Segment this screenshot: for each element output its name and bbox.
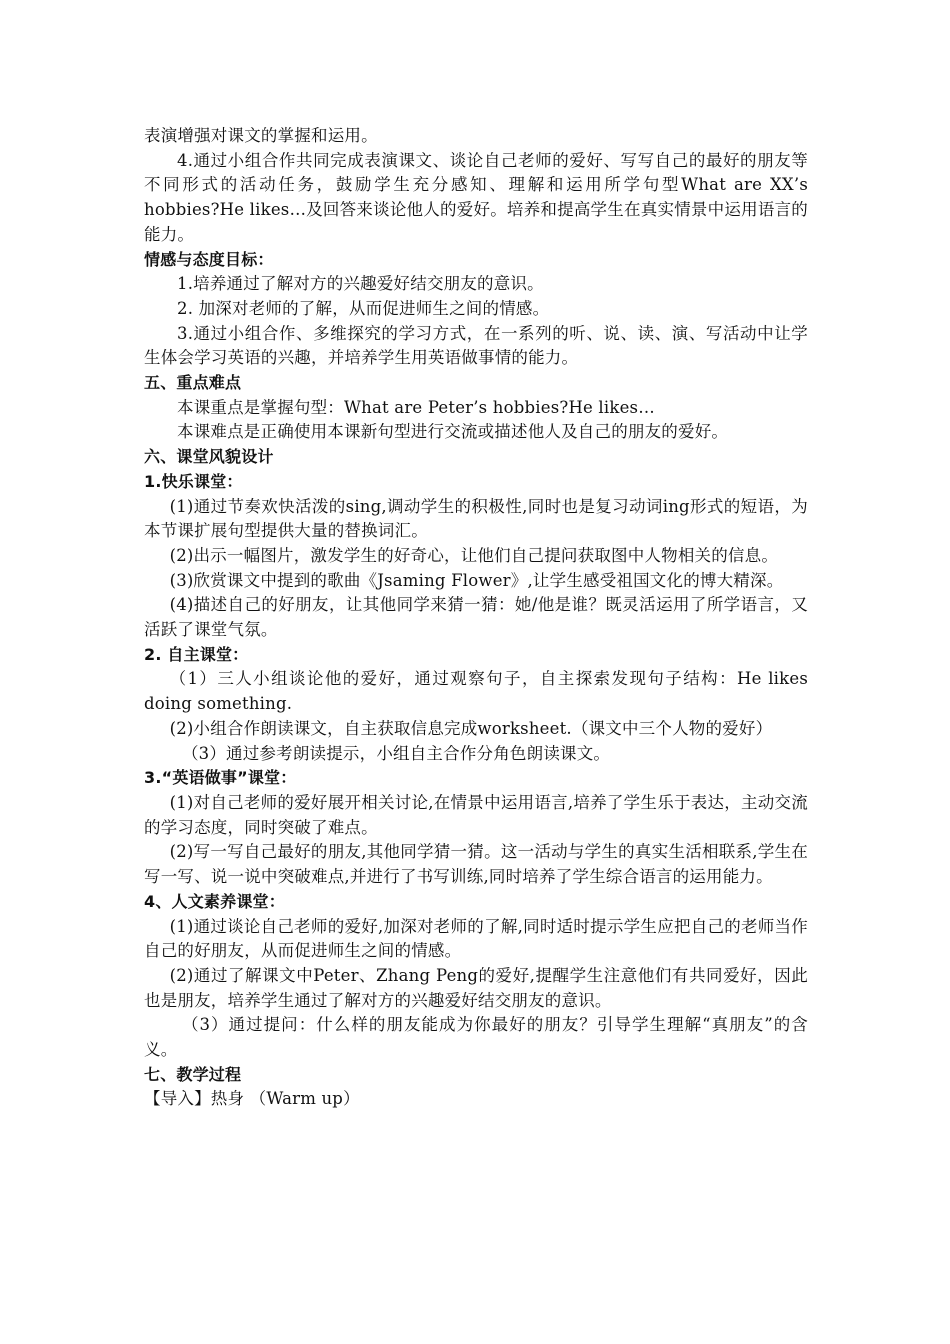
subsection-heading: 1.快乐课堂： xyxy=(144,471,243,491)
paragraph: 本课难点是正确使用本课新句型进行交流或描述他人及自己的朋友的爱好。 xyxy=(177,422,729,442)
paragraph: (1)通过谈论自己老师的爱好,加深对老师的了解,同时适时提示学生应把自己的老师当作自己的好朋友，从而促进师生之间的情感。 xyxy=(144,916,808,961)
paragraph: (2)出示一幅图片，激发学生的好奇心，让他们自己提问获取图中人物相关的信息。 xyxy=(169,545,779,565)
section-heading: 七、教学过程 xyxy=(144,1064,242,1084)
paragraph: （1）三人小组谈论他的爱好，通过观察句子，自主探索发现句子结构：He likes doing something. xyxy=(144,669,808,714)
paragraph: (1)对自己老师的爱好展开相关讨论,在情景中运用语言,培养了学生乐于表达，主动交流的学习态度，同时突破了难点。 xyxy=(144,792,808,837)
document-page xyxy=(144,124,808,1112)
paragraph: 1.培养通过了解对方的兴趣爱好结交朋友的意识。 xyxy=(177,274,544,294)
paragraph: 【导入】热身 （Warm up） xyxy=(144,1089,360,1109)
subsection-heading: 3.“英语做事”课堂： xyxy=(144,768,297,788)
section-heading: 五、重点难点 xyxy=(144,373,242,393)
subsection-heading: 4、人文素养课堂： xyxy=(144,891,285,911)
paragraph: (1)通过节奏欢快活泼的sing,调动学生的积极性,同时也是复习动词ing形式的短语，为本节课扩展句型提供大量的替换词汇。 xyxy=(144,496,808,541)
paragraph: (2)通过了解课文中Peter、Zhang Peng的爱好,提醒学生注意他们有共同爱好，因此也是朋友，培养学生通过了解对方的兴趣爱好结交朋友的意识。 xyxy=(144,965,808,1010)
paragraph: (3)欣赏课文中提到的歌曲《Jsaming Flower》,让学生感受祖国文化的博大精深。 xyxy=(169,570,784,590)
paragraph: 本课重点是掌握句型：What are Peter’s hobbies?He likes… xyxy=(177,397,655,417)
paragraph: 2. 加深对老师的了解，从而促进师生之间的情感。 xyxy=(177,298,550,318)
section-heading: 情感与态度目标： xyxy=(144,249,274,269)
section-heading: 六、课堂风貌设计 xyxy=(144,447,274,467)
paragraph: （3）通过参考朗读提示，小组自主合作分角色朗读课文。 xyxy=(181,743,611,763)
paragraph: （3）通过提问：什么样的朋友能成为你最好的朋友？引导学生理解“真朋友”的含义。 xyxy=(144,1015,808,1060)
paragraph: 4.通过小组合作共同完成表演课文、谈论自己老师的爱好、写写自己的最好的朋友等不同形式的活动任务，鼓励学生充分感知、理解和运用所学句型What are XX’s hobbies?He likes…及回答来谈论他人的爱好。培养和提高学生在真实情景中运用语言的能力。 xyxy=(144,150,808,244)
paragraph: (2)写一写自己最好的朋友,其他同学猜一猜。这一活动与学生的真实生活相联系,学生在写一写、说一说中突破难点,并进行了书写训练,同时培养了学生综合语言的运用能力。 xyxy=(144,842,808,887)
paragraph: 3.通过小组合作、多维探究的学习方式，在一系列的听、说、读、演、写活动中让学生体会学习英语的兴趣，并培养学生用英语做事情的能力。 xyxy=(144,323,808,368)
paragraph: (4)描述自己的好朋友，让其他同学来猜一猜：她/他是谁？既灵活运用了所学语言，又活跃了课堂气氛。 xyxy=(144,595,808,640)
paragraph: (2)小组合作朗读课文，自主获取信息完成worksheet.（课文中三个人物的爱好） xyxy=(169,718,773,738)
paragraph: 表演增强对课文的掌握和运用。 xyxy=(144,126,378,145)
subsection-heading: 2. 自主课堂： xyxy=(144,644,249,664)
